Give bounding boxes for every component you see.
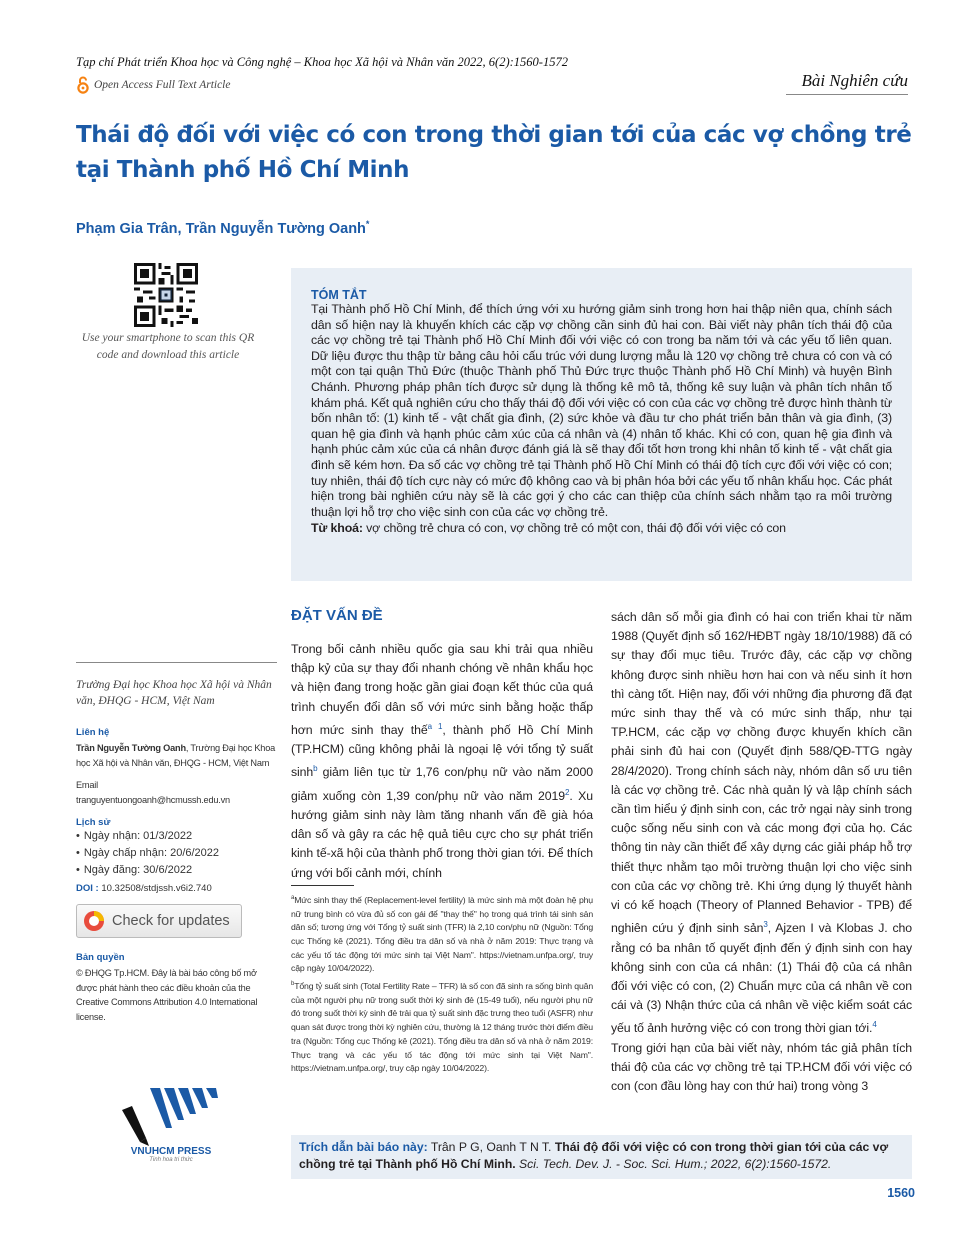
- page-number: 1560: [887, 1186, 915, 1200]
- footnote-rule: [291, 885, 354, 886]
- abstract-body: Tại Thành phố Hồ Chí Minh, để thích ứng với xu hướng giảm sinh trong hơn hai thập niên qua, chính sách dân số hiện nay là khuyến khích các cặp vợ chồng cần sinh đủ hai con. Bài viết này phân tích thái độ của các vợ chồng trẻ tại Thành phố Hồ Chí Minh đối với việc có con trong ba năm tới và các yếu tố liên quan. Dữ liệu được thu thập từ bảng câu hỏi cấu trúc với dung lượng mẫu là 120 vợ chồng trẻ chưa có con và có một con tại quận Thủ Đức (thuộc Thành phố Thủ Đức trực thuộc Thành phố Hồ Chí Minh) và huyện Bình Chánh. Phương pháp phân tích được sử dụng là thống kê mô tả, thống kê suy luận và phân tích nhân tố khám phá. Kết quả nghiên cứu cho thấy thái độ đối với việc có con của các vợ chồng trẻ được hình thành từ bốn nhân tố: (1) kinh tế - vật chất gia đình, (2) sức khỏe và đầu tư cho phát triển bản thân và gia đình, (3) quan hệ gia đình và hạnh phúc cảm xúc của cá nhân và (4) nhân tố khác. Khi có con, quan hệ gia đình và hạnh phúc cảm xúc của cá nhân được đánh giá là sẽ thay đổi tốt hơn trong khi nhân tố kinh tế - vật chất gia đình sẽ kém hơn. Đa số các vợ chồng trẻ tại Thành phố Hồ Chí Minh có thái độ tích cực đối với việc có con; tuy nhiên, thái độ tích cực này có mức độ không cao và bị phân hóa bởi các yếu tố nhân khẩu học. Các phát hiện trong bài nghiên cứu này sẽ là các gợi ý cho các can thiệp của chính sách nhằm tạo ra môi trường thuận lợi hỗ trợ cho việc sinh con của các vợ chồng trẻ.: [311, 302, 892, 519]
- contact-info: [76, 741, 277, 770]
- footnote-mark-b: b: [291, 981, 295, 988]
- reference-2[interactable]: 2: [565, 787, 570, 797]
- qr-code[interactable]: [134, 263, 198, 327]
- email-heading: Email: [76, 780, 98, 790]
- abstract-box: [291, 268, 912, 581]
- footnote-b: [291, 978, 593, 1076]
- citation-journal: Sci. Tech. Dev. J. - Soc. Sci. Hum.; 2022, 6(2):1560-1572.: [515, 1157, 832, 1171]
- author-names: Phạm Gia Trân, Trần Nguyễn Tường Oanh: [76, 220, 366, 237]
- intro-paragraph-1-continued: [611, 608, 912, 1039]
- qr-caption: Use your smartphone to scan this QR code and download this article: [81, 332, 255, 361]
- history-accepted: • Ngày chấp nhận: 20/6/2022: [76, 845, 277, 862]
- section-heading-introduction: ĐẶT VẤN ĐỀ: [291, 607, 383, 624]
- sidebar-rule: [76, 662, 277, 663]
- text-run: , thành phố Hồ Chí Minh (TP.HCM) cũng không phải là ngoại lệ với tổng tỷ suất sinh: [291, 722, 594, 780]
- reference-4[interactable]: 4: [872, 1020, 877, 1030]
- email-link[interactable]: tranguyentuongoanh@hcmussh.edu.vn: [76, 794, 230, 805]
- doi-label: DOI :: [76, 883, 99, 894]
- history-received: • Ngày nhận: 01/3/2022: [76, 828, 277, 845]
- open-access-line: [76, 76, 230, 94]
- press-tagline: Tinh hoa tri thức: [149, 1157, 193, 1163]
- footnotes: [291, 892, 593, 1078]
- text-run: sách dân số mỗi gia đình có hai con triển khai từ năm 1988 (Quyết định số 162/HĐBT ngày 18/10/1988) đã có sự thay đổi mục tiêu. Trước đây, các cặp vợ chồng không được sinh nhiều hơn hai con và nếu sinh ít hơn thì càng tốt. Hiện nay, đối với những địa phương đã đạt mức sinh thay thế và có mức sinh thấp, như tại TP.HCM, các cặp vợ chồng được khuyến khích cần phải sinh đủ hai con (Quyết định 588/QĐ-TTG ngày 28/4/2020). Trong chính sách này, nhóm dân số ưu tiên là các vợ chồng trẻ. Các nhà quản lý và lập chính sách cần tìm hiểu ý định sinh con, các trở ngại này sinh trong cuộc sống nếu sinh con và các mong đợi của họ. Các thông tin này cần thiết để xây dựng các giải pháp hỗ trợ thiết thực nhằm tạo môi trường thuận lợi cho việc sinh con của các vợ chồng trẻ. Khi ứng dụng lý thuyết hành vi có kế hoạch (Theory of Planned Behavior - TPB) để nghiên cứu ý định sinh sản: [611, 610, 912, 936]
- open-access-icon: [76, 76, 90, 94]
- contact-heading: Liên hệ: [76, 727, 110, 738]
- citation-title: Thái độ đối với việc có con trong thời gian tới của các vợ chồng trẻ tại Thành phố Hồ Chí Minh.: [299, 1140, 889, 1171]
- check-updates-icon: [83, 910, 105, 932]
- history-heading: Lịch sử: [76, 817, 111, 828]
- text-run: , Ajzen I và Klobas J. cho rằng có ba nhân tố quyết định đến ý định sinh con hay không sinh con của cá nhân: (1) Thái độ của cá nhân đối với việc có con, (2) Chuẩn mực của cá nhân về con cái và (3) Nhận thức của cá nhân về việc kiểm soát các yếu tố ảnh hưởng việc có con trong thời gian tới.: [611, 921, 912, 1036]
- text-run: Trong bối cảnh nhiều quốc gia sau khi trải qua nhiều thập kỷ của sự thay đổi nhanh chóng về nhân khẩu học và hiện đang trong hoặc gần giai đoạn kết thúc của quá trình chuyển đổi dân số với mức sinh bằng hoặc thấp hơn mức sinh thay thế: [291, 642, 593, 737]
- footnote-a: [291, 892, 593, 976]
- article-sidebar: [76, 662, 277, 1024]
- check-updates-label: Check for updates: [112, 913, 230, 929]
- text-run: giảm liên tục từ 1,76 con/phụ nữ vào năm 2000 giảm xuống còn 1,39 con/phụ nữ vào năm 2019: [291, 765, 593, 803]
- reference-3[interactable]: 3: [763, 920, 768, 930]
- check-for-updates-button[interactable]: [76, 904, 242, 938]
- footnote-text-a: Mức sinh thay thế (Replacement-level fertility) là mức sinh mà một đoàn hệ phụ nữ trung bình có vừa đủ số con gái để "thay thế" họ trong quá trình tái sinh sản dân số; tương ứng với Tổng tỷ suất sinh (TFR) là 2,10 con/phụ nữ (Nguồn: Tổng cục Thống kê (2021). Tổng điều tra dân số và nhà ở năm 2019: Thực trạng và các yếu tố tác động tới mức sinh tại Việt Nam". https://vietnam.unfpa.org/, truy cập ngày 10/04/2022).: [291, 894, 593, 974]
- doi-line: [76, 883, 277, 894]
- abstract-keywords: [311, 521, 892, 537]
- citation-label: Trích dẫn bài báo này:: [299, 1140, 428, 1154]
- corresponding-author-mark: *: [365, 219, 370, 229]
- body-column-left: [291, 640, 593, 883]
- history-published: • Ngày đăng: 30/6/2022: [76, 862, 277, 879]
- citation-box: [291, 1135, 912, 1179]
- section-tag: Bài Nghiên cứu: [801, 71, 908, 90]
- copyright-heading: Bản quyền: [76, 952, 125, 963]
- footnote-ref-a[interactable]: a 1: [427, 721, 443, 731]
- journal-citation-line: Tạp chí Phát triển Khoa học và Công nghệ – Khoa học Xã hội và Nhân văn 2022, 6(2):1560-1572: [76, 55, 568, 69]
- text-run: . Xu hướng giảm sinh này làm tăng nhanh vấn đề già hóa dân số và gây ra các hệ quả tiêu cực cho sự phát triển kinh tế-xã hội của thành phố trong thời gian tới. Để thích ứng với bối cảnh mới, chính: [291, 788, 593, 880]
- contact-name: Trần Nguyễn Tường Oanh: [76, 743, 186, 753]
- abstract-heading: TÓM TẮT: [311, 288, 367, 302]
- footnote-text-b: Tổng tỷ suất sinh (Total Fertility Rate – TFR) là số con đã sinh ra sống bình quân của một người phụ nữ trong suốt thời kỳ sinh đẻ (15-49 tuổi), nếu người phụ nữ đó trong suốt thời kỳ sinh đẻ trải qua tỷ suất sinh đặc trưng theo tuổi (ASFR) như quan sát được trong thời kỳ nghiên cứu, thường là 12 tháng trước thời điểm điều tra (Nguồn: Tổng cục Thống kê (2021). Tổng điều tra dân số và nhà ở năm 2019: Thực trạng và các yếu tố tác động tới mức sinh tại Việt Nam". https://vietnam.unfpa.org/, truy cập ngày 10/04/2022).: [291, 981, 593, 1074]
- affiliation: Trường Đại học Khoa học Xã hội và Nhân văn, ĐHQG - HCM, Việt Nam: [76, 679, 272, 707]
- copyright-text: © ĐHQG Tp.HCM. Đây là bài báo công bố mở được phát hành theo các điều khoản của the Creative Commons Attribution 4.0 International license.: [76, 968, 258, 1022]
- section-tag-rule: [786, 94, 908, 95]
- intro-paragraph-2: Trong giới hạn của bài viết này, nhóm tác giả phân tích thái độ của các vợ chồng trẻ tại TP.HCM đối với việc có con (con đầu lòng hay con thứ hai) trong vòng 3: [611, 1040, 912, 1094]
- press-name: VNUHCM PRESS: [130, 1146, 212, 1157]
- body-column-right: [611, 608, 912, 1096]
- footnote-ref-b[interactable]: b: [313, 764, 318, 774]
- intro-paragraph-1: [291, 640, 593, 883]
- footnote-mark-a: a: [291, 895, 295, 901]
- doi-link[interactable]: 10.32508/stdjssh.v6i2.740: [101, 883, 212, 894]
- keywords-label: Từ khoá:: [311, 521, 363, 536]
- contact-affiliation: , Trường Đại học Khoa học Xã hội và Nhân văn, ĐHQG - HCM, Việt Nam: [76, 743, 276, 768]
- author-list: [76, 219, 369, 237]
- citation-authors: Trân P G, Oanh T N T.: [427, 1140, 555, 1154]
- open-access-label: Open Access Full Text Article: [94, 79, 231, 91]
- keywords-text: vợ chồng trẻ chưa có con, vợ chồng trẻ có một con, thái độ đối với việc có con: [366, 521, 786, 536]
- article-title: Thái độ đối với việc có con trong thời gian tới của các vợ chồng trẻ tại Thành phố Hồ Chí Minh: [76, 122, 912, 183]
